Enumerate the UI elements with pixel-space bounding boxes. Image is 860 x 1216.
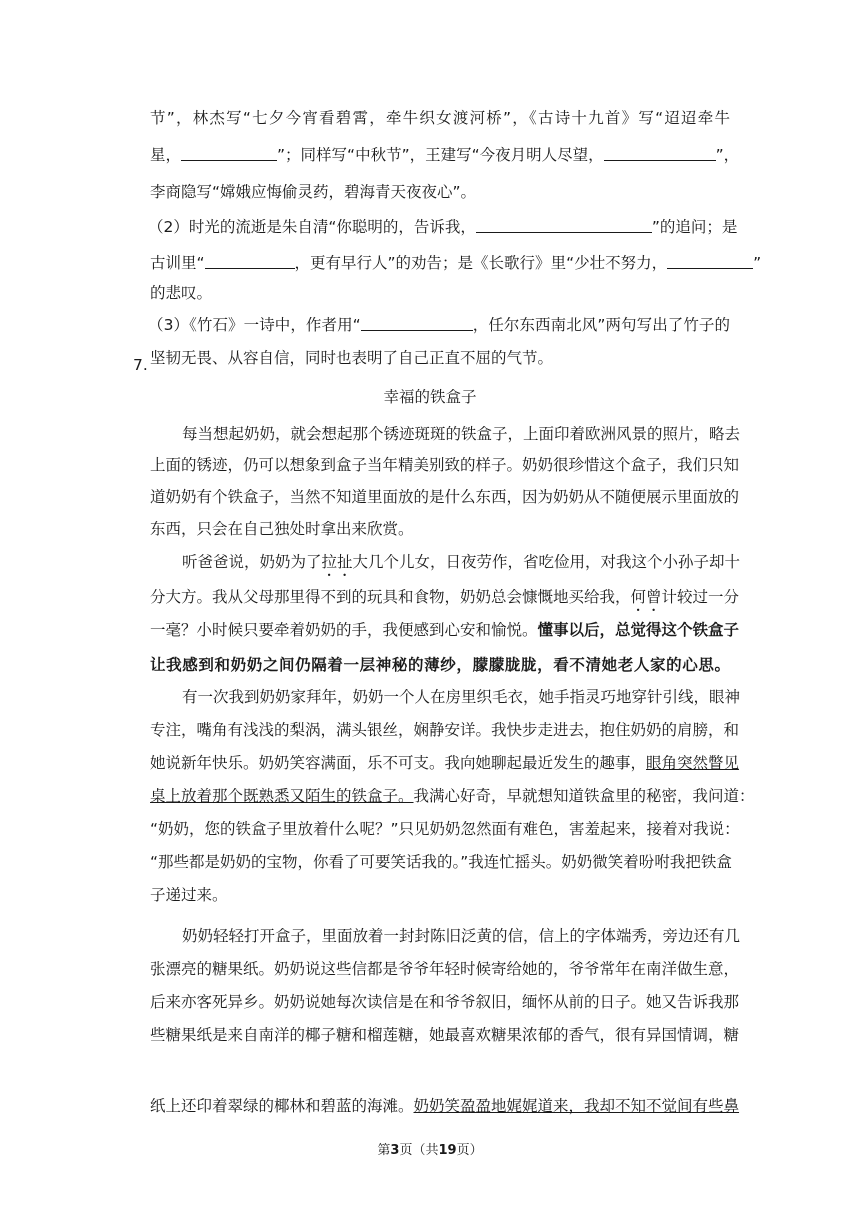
text-line: “奶奶，您的铁盒子里放着什么呢？”只见奶奶忽然面有难色，害羞起来，接着对我说： <box>150 820 740 838</box>
text-line: 奶奶轻轻打开盒子，里面放着一封封陈旧泛黄的信，信上的字体端秀，旁边还有几 <box>182 927 741 945</box>
text-line <box>182 552 741 572</box>
underlined-text: 奶奶笑盈盈地娓娓道来，我却不知不觉间有些鼻 <box>413 1097 740 1115</box>
emphasized-word: 何曾 <box>630 588 662 606</box>
text-line <box>150 1096 740 1116</box>
text-line <box>150 108 730 128</box>
footer-text: 页） <box>456 1143 483 1158</box>
total-pages: 19 <box>438 1143 457 1158</box>
text-span: 坚韧无畏、从容自信，同时也表明了自己正直不屈的气节。 <box>150 349 554 367</box>
text-line <box>150 620 740 640</box>
text-line: 东西，只会在自己独处时拿出来欣赏。 <box>150 520 414 538</box>
text-line <box>150 587 740 607</box>
bold-text: 懂事以后，总觉得这个铁盒子 <box>537 621 740 639</box>
text-span: 节”，林杰写“七夕今宵看碧霄，牵牛织女渡河桥”，《古诗十九首》写“迢迢牵牛 <box>150 109 730 127</box>
text-span: ”的追问；是 <box>651 218 738 236</box>
text-span: 她说新年快乐。奶奶笑容满面，乐不可支。我向她聊起最近发生的趣事， <box>150 754 647 772</box>
answer-blank <box>667 254 753 269</box>
text-line: 后来亦客死异乡。奶奶说她每次读信是在和爷爷叙旧，缅怀从前的日子。她又告诉我那 <box>150 993 740 1011</box>
text-line <box>150 283 730 303</box>
text-line: 张漂亮的糖果纸。奶奶说这些信都是爷爷年轻时候寄给她的，爷爷常年在南洋做生意， <box>150 960 740 978</box>
answer-blank <box>604 146 716 161</box>
text-span: 我满心好奇，早就想知道铁盒里的秘密，我问道： <box>413 787 755 805</box>
answer-blank <box>361 316 473 331</box>
text-line <box>150 182 730 202</box>
text-span: 大几个儿女，日夜劳作，省吃俭用，对我这个小孙子却十 <box>352 553 741 571</box>
underlined-text: 眼角突然瞥见 <box>646 754 740 772</box>
text-span: 李商隐写“嫦娥应悔偷灵药，碧海青天夜夜心”。 <box>150 183 477 201</box>
text-span: ” <box>753 254 762 272</box>
text-span: 一毫？小时候只要牵着奶奶的手，我便感到心安和愉悦。 <box>150 621 538 639</box>
text-line: “那些都是奶奶的宝物，你看了可要笑话我的。”我连忙摇头。奶奶微笑着吩咐我把铁盒 <box>150 853 732 871</box>
text-span: 分大方。我从父母那里得不到的玩具和食物，奶奶总会慷慨地买给我， <box>150 588 631 606</box>
underlined-text: 桌上放着那个既熟悉又陌生的铁盒子。 <box>150 787 414 805</box>
text-span: ”；同样写“中秋节”，王建写“今夜月明人尽望， <box>277 146 604 164</box>
text-span: ，任尔东西南北风”两句写出了竹子的 <box>472 316 730 334</box>
question-number: 7. <box>133 356 148 374</box>
page-number: 3 <box>390 1143 400 1158</box>
text-span: 听爸爸说，奶奶为了 <box>182 553 322 571</box>
page-footer <box>0 1139 860 1158</box>
text-line: 些糖果纸是来自南洋的椰子糖和榴莲糖，她最喜欢糖果浓郁的香气，很有异国情调，糖 <box>150 1026 740 1044</box>
text-span: ”， <box>715 146 740 164</box>
text-line: 道奶奶有个铁盒子，当然不知道里面放的是什么东西，因为奶奶从不随便展示里面放的 <box>150 488 740 506</box>
answer-blank <box>205 254 295 269</box>
passage-title: 幸福的铁盒子 <box>383 388 477 406</box>
emphasized-word: 拉扯 <box>321 553 353 571</box>
text-span: 纸上还印着翠绿的椰林和碧蓝的海滩。 <box>150 1097 414 1115</box>
text-line: 专注，嘴角有浅浅的梨涡，满头银丝，娴静安详。我快步走进去，抱住奶奶的肩膀，和 <box>150 721 740 739</box>
footer-text: 页（共 <box>399 1143 439 1158</box>
text-line: 上面的锈迹，仍可以想象到盒子当年精美别致的样子。奶奶很珍惜这个盒子，我们只知 <box>150 456 740 474</box>
answer-blank <box>181 146 277 161</box>
text-line <box>150 786 755 806</box>
text-line <box>148 315 730 335</box>
text-line <box>150 145 740 165</box>
text-span: （2）时光的流逝是朱自清“你聪明的，告诉我， <box>148 218 476 236</box>
text-span: ，更有早行人”的劝告；是《长歌行》里“少壮不努力， <box>294 254 668 272</box>
text-span: （3）《竹石》一诗中，作者用“ <box>148 316 361 334</box>
text-line <box>150 253 762 273</box>
text-line: 子递过来。 <box>150 886 228 904</box>
text-line <box>148 217 738 237</box>
footer-text: 第 <box>377 1143 391 1158</box>
text-line <box>150 348 730 368</box>
text-line: 让我感到和奶奶之间仍隔着一层神秘的薄纱，朦朦胧胧，看不清她老人家的心思。 <box>150 656 730 674</box>
text-line: 每当想起奶奶，就会想起那个锈迹斑斑的铁盒子，上面印着欧洲风景的照片，略去 <box>182 425 741 443</box>
text-line: 有一次我到奶奶家拜年，奶奶一个人在房里织毛衣，她手指灵巧地穿针引线，眼神 <box>182 688 741 706</box>
text-span: 的悲叹。 <box>150 284 213 302</box>
text-line <box>150 753 740 773</box>
text-span: 古训里“ <box>150 254 205 272</box>
text-span: 计较过一分 <box>661 588 740 606</box>
answer-blank <box>476 218 652 233</box>
text-span: 星， <box>150 146 182 164</box>
